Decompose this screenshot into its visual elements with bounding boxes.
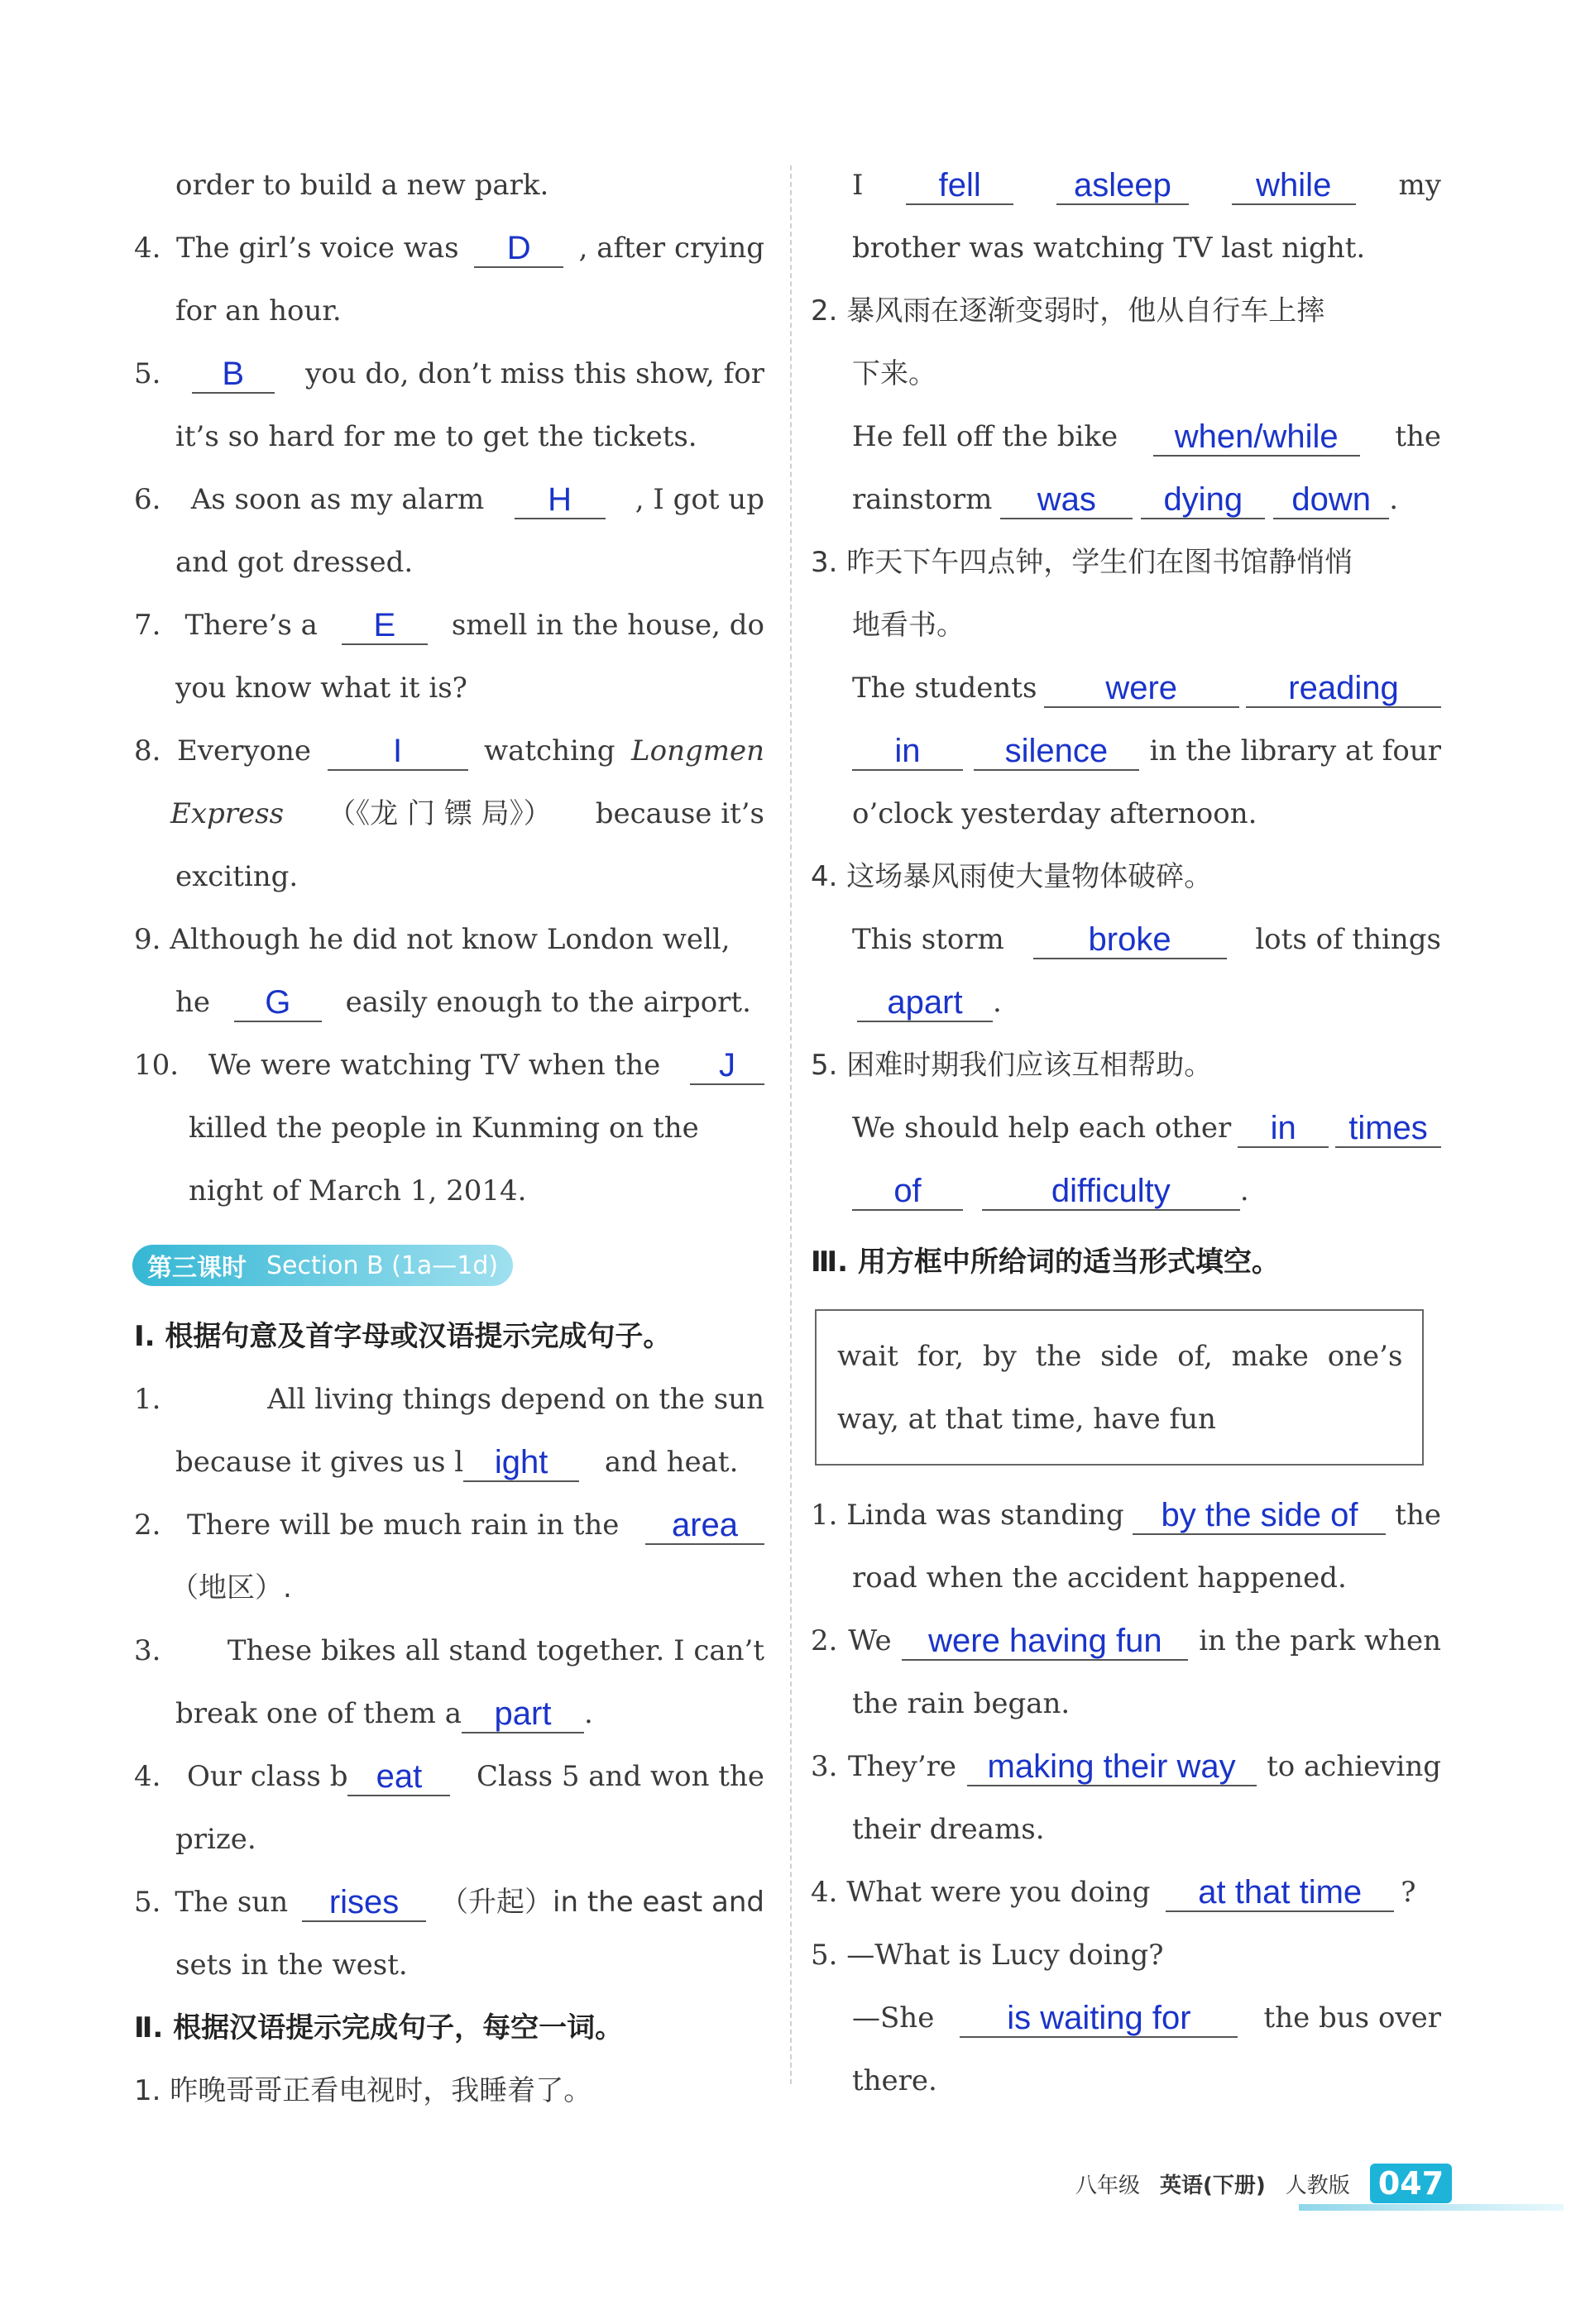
s2q4-blank-1[interactable]: [1033, 921, 1227, 959]
s2q5-answer-1: in: [1270, 1110, 1296, 1146]
s2q2-continuation: [852, 480, 1398, 519]
s2q1-pre: I: [852, 169, 864, 202]
text: 下来。: [852, 357, 936, 390]
s2q3-pre: The students: [852, 672, 1037, 705]
s2q3-blank-4[interactable]: [974, 733, 1139, 771]
s1-question-4: [134, 1757, 764, 1796]
text: it’s so hard for me to get the tickets.: [175, 420, 697, 453]
text: Ⅰ. 根据句意及首字母或汉语提示完成句子。: [134, 1320, 672, 1353]
q9-pre: Although he did not know London well,: [170, 923, 730, 956]
q8-continuation-2: [175, 857, 298, 897]
s1-question-2: [134, 1505, 764, 1545]
s2q2-blank-4[interactable]: [1273, 481, 1389, 519]
s2q2-blank-3[interactable]: [1141, 481, 1265, 519]
text: road when the accident happened.: [852, 1561, 1347, 1595]
q9-cont-pre: he: [175, 986, 211, 1019]
footer-grade: 八年级: [1075, 2173, 1141, 2198]
s2q3-num: 3.: [811, 546, 838, 579]
s1q1-num: 1.: [134, 1383, 161, 1416]
s2q1-continuation: [852, 228, 1365, 268]
text: you know what it is?: [175, 672, 467, 705]
s2q2-zh: 暴风雨在逐渐变弱时，他从自行车上摔: [846, 294, 1325, 328]
s3q1-answer: by the side of: [1161, 1497, 1358, 1533]
s3q4-pre: What were you doing: [846, 1876, 1151, 1909]
s2q3-blank-3[interactable]: [852, 733, 963, 771]
s2q5-cont-post: .: [1239, 1174, 1249, 1207]
word-box-line-2: [837, 1399, 1216, 1439]
q5-num: 5.: [134, 357, 161, 390]
text: killed the people in Kunming on the: [189, 1112, 699, 1145]
q4-blank[interactable]: [474, 230, 563, 268]
text: o’clock yesterday afternoon.: [852, 797, 1257, 830]
s3q5-num: 5.: [811, 1939, 838, 1972]
s2q2-cont-pre: rainstorm: [852, 483, 993, 516]
s2q1-blank-3[interactable]: [1232, 167, 1356, 205]
text: way, at that time, have fun: [837, 1403, 1216, 1436]
s2q2-answer-line: [852, 417, 1441, 457]
column-divider: [790, 165, 792, 2084]
q5-continuation: [175, 417, 697, 457]
s1-question-1: [134, 1380, 764, 1419]
s3q3-post: to achieving: [1267, 1750, 1441, 1783]
s3q4-num: 4.: [811, 1876, 838, 1909]
s2q3-zh: 昨天下午四点钟，学生们在图书馆静悄悄: [846, 546, 1353, 579]
text: order to build a new park.: [175, 169, 549, 202]
s2q2-num: 2.: [811, 294, 838, 328]
s3q3-pre: They’re: [847, 1750, 957, 1783]
q8-chinese-title: （《龙 门 镖 局》）: [328, 797, 552, 830]
s2q4-answer-1: broke: [1088, 921, 1171, 958]
lesson-label: 第三课时: [147, 1254, 247, 1283]
s1q1-text: All living things depend on the sun: [267, 1383, 764, 1416]
s3q3-num: 3.: [811, 1750, 838, 1783]
s3q4-post: ?: [1401, 1876, 1416, 1909]
text: their dreams.: [852, 1813, 1045, 1846]
q8-express: Express: [170, 797, 285, 830]
s2q1-answer-1: fell: [938, 167, 981, 203]
s2q2-answer-3: dying: [1163, 481, 1243, 518]
s3q3-continuation: [852, 1810, 1045, 1849]
s1q3-cont-post: .: [583, 1697, 593, 1730]
s1q2-num: 2.: [134, 1509, 161, 1542]
s3q1-num: 1.: [811, 1499, 838, 1532]
q7-num: 7.: [134, 609, 161, 642]
q10-num: 10.: [134, 1049, 180, 1082]
s1q1-cont-post: and heat.: [604, 1446, 739, 1479]
s2q1-answer-3: while: [1256, 167, 1332, 203]
s2q2-answer-1: when/while: [1174, 418, 1339, 455]
q7-blank[interactable]: [342, 607, 428, 645]
question-9: [134, 920, 730, 959]
s2q3-answer-2: reading: [1288, 670, 1399, 706]
text: exciting.: [175, 860, 299, 893]
s3q2-num: 2.: [811, 1624, 838, 1657]
s2-question-1-left: [134, 2071, 592, 2111]
s2q5-continuation: [852, 1171, 1249, 1211]
text: Ⅱ. 根据汉语提示完成句子，每空一词。: [134, 2011, 624, 2044]
s1q3-num: 3.: [134, 1634, 161, 1667]
q10-answer: J: [718, 1047, 735, 1083]
s2q3-blank-2[interactable]: [1246, 670, 1441, 708]
s3q4-blank[interactable]: [1166, 1874, 1394, 1912]
s2q3-answer-line: [852, 668, 1441, 708]
s2q4-pre: This storm: [852, 923, 1004, 956]
s1q2-answer: area: [671, 1507, 739, 1543]
q8-blank[interactable]: [328, 733, 468, 771]
s1q1-continuation: [175, 1442, 738, 1482]
s1q5-num: 5.: [134, 1886, 161, 1919]
q9-cont-post: easily enough to the airport.: [345, 986, 751, 1019]
footer-subject: 英语(下册): [1160, 2173, 1266, 2198]
q10-blank[interactable]: [690, 1047, 764, 1085]
s2-question-3-zh-2: [852, 605, 965, 645]
q10-continuation: [189, 1108, 764, 1148]
s2q5-num: 5.: [811, 1049, 838, 1082]
s2q2-blank-1[interactable]: [1153, 418, 1360, 457]
s2q5-answer-4: difficulty: [1051, 1173, 1171, 1209]
q8-post2: Longmen: [631, 734, 764, 767]
s2q3-answer-4: silence: [1004, 733, 1109, 769]
text: （地区）.: [170, 1571, 292, 1604]
s2q5-blank-3[interactable]: [852, 1173, 963, 1211]
s2q3-continuation: [852, 731, 1441, 771]
q9-answer: G: [265, 984, 291, 1021]
s2-question-2-zh: [811, 291, 1324, 331]
q8-cont-post: because it’s: [595, 797, 764, 830]
s3q2-continuation: [852, 1684, 1070, 1724]
word-box-line-1: [837, 1337, 1403, 1376]
s2q5-blank-4[interactable]: [982, 1173, 1240, 1211]
q6-continuation: [175, 543, 413, 582]
question-6: [134, 480, 764, 519]
s3-question-3: [811, 1747, 1441, 1786]
s1-question-5: [134, 1882, 764, 1922]
text: and got dressed.: [175, 546, 414, 579]
q6-blank[interactable]: [515, 481, 606, 519]
s3q3-blank[interactable]: [967, 1748, 1257, 1786]
s2q5-blank-2[interactable]: [1335, 1110, 1441, 1148]
s3-question-1: [811, 1495, 1441, 1535]
s2q1-blank-1[interactable]: [906, 167, 1013, 205]
s3-question-2: [811, 1621, 1441, 1661]
s3q1-continuation: [852, 1558, 1347, 1598]
s2q4-answer-line: [852, 920, 1441, 959]
s2q5-answer-3: of: [893, 1173, 922, 1209]
s2q3-answer-1: were: [1105, 670, 1178, 706]
s3q4-answer: at that time: [1198, 1874, 1363, 1910]
s2q1-blank-2[interactable]: [1056, 167, 1189, 205]
s2-question-5-zh: [811, 1045, 1212, 1085]
s1q1-cont-pre: because it gives us l: [175, 1446, 464, 1479]
q6-num: 6.: [134, 483, 161, 516]
q8-continuation: [170, 794, 764, 834]
question-10: [134, 1045, 764, 1085]
s2q2-pre: He fell off the bike: [852, 420, 1118, 453]
s1q3-answer: part: [494, 1695, 552, 1732]
s3q1-pre: Linda was standing: [846, 1499, 1124, 1532]
section-1-title: [134, 1317, 671, 1356]
s3q5-answer: is waiting for: [1007, 2000, 1191, 2036]
s1q1-blank[interactable]: [463, 1444, 579, 1482]
s1q4-answer: eat: [376, 1758, 423, 1795]
question-8: [134, 731, 764, 771]
s2q4-blank-2[interactable]: [857, 984, 993, 1022]
s1q5-continuation: [175, 1945, 408, 1985]
s1q4-num: 4.: [134, 1760, 161, 1793]
q8-pre: Everyone: [176, 734, 312, 767]
footer-bar: [1299, 2204, 1564, 2211]
section-2-title: [134, 2008, 623, 2048]
s2q2-cont-post: .: [1389, 483, 1398, 516]
s1q1-answer: ight: [494, 1444, 548, 1480]
s3q2-post: in the park when: [1199, 1624, 1441, 1657]
s1q4-post: Class 5 and won the: [476, 1760, 764, 1793]
s2q5-answer-line: [852, 1108, 1441, 1148]
s2q4-zh: 这场暴风雨使大量物体破碎。: [846, 860, 1213, 893]
q9-continuation: [175, 983, 751, 1022]
page-number: 047: [1370, 2164, 1452, 2203]
s1q2-pre: There will be much rain in the: [187, 1509, 620, 1542]
s1q3-text: These bikes all stand together. I can’t: [227, 1634, 764, 1667]
q8-post1: watching: [484, 734, 615, 767]
lesson-badge: [132, 1245, 513, 1286]
text: there.: [852, 2064, 937, 2097]
q6-post: , I got up: [635, 483, 764, 516]
s1q4-pre: Our class b: [186, 1760, 348, 1793]
s1q5-pre: The sun: [175, 1886, 289, 1919]
q7-pre: There’s a: [184, 609, 318, 642]
s2q1-num: 1.: [134, 2074, 161, 2107]
s3q5-cont-post: the bus over: [1263, 2001, 1441, 2035]
q9-num: 9.: [134, 923, 161, 956]
q6-answer: H: [548, 481, 572, 518]
s2q5-zh: 困难时期我们应该互相帮助。: [846, 1049, 1213, 1082]
s1q3-blank[interactable]: [462, 1695, 584, 1733]
s2q1-post: my: [1398, 169, 1441, 202]
s2q4-num: 4.: [811, 860, 838, 893]
s1q3-cont-pre: break one of them a: [175, 1697, 462, 1730]
q5-blank[interactable]: [192, 356, 275, 394]
s1-question-3: [134, 1631, 764, 1671]
word-box: [815, 1309, 1424, 1466]
q7-answer: E: [373, 607, 396, 643]
q4-continuation: [175, 291, 342, 331]
s2q5-blank-1[interactable]: [1238, 1110, 1329, 1148]
question-4: [134, 228, 764, 268]
q4-num: 4.: [134, 232, 161, 265]
s3q5-pre: —What is Lucy doing?: [846, 1939, 1164, 1972]
s2q2-blank-2[interactable]: [1000, 481, 1133, 519]
s1q5-answer: rises: [328, 1884, 400, 1920]
text: the rain began.: [852, 1687, 1071, 1720]
s2q3-answer-3: in: [894, 733, 921, 769]
q9-blank[interactable]: [234, 984, 322, 1022]
s3q5-cont-pre: —She: [852, 2001, 935, 2035]
q7-continuation: [175, 668, 467, 708]
q4-pre: The girl’s voice was: [175, 232, 459, 265]
s1q2-continuation: [170, 1568, 292, 1608]
text: sets in the west.: [175, 1949, 408, 1982]
q7-post: smell in the house, do: [451, 609, 764, 642]
text: 地看书。: [852, 609, 965, 642]
text: night of March 1, 2014.: [189, 1174, 527, 1207]
s3q2-answer: were having fun: [928, 1623, 1162, 1659]
q4-post: , after crying: [578, 232, 764, 265]
q5-post: you do, don’t miss this show, for: [305, 357, 764, 390]
s2q1-zh: 昨晚哥哥正看电视时，我睡着了。: [170, 2074, 592, 2107]
s3q1-post: the: [1395, 1499, 1441, 1532]
s3q1-blank[interactable]: [1133, 1497, 1386, 1535]
s2-question-2-zh-2: [852, 354, 936, 394]
section-3-title: [811, 1242, 1280, 1282]
text: Ⅲ. 用方框中所给词的适当形式填空。: [811, 1246, 1280, 1279]
s3q5-continuation-2: [852, 2061, 937, 2101]
s3q2-pre: We: [848, 1624, 892, 1657]
s3q2-blank[interactable]: [902, 1623, 1188, 1661]
s1q5-blank[interactable]: [302, 1884, 426, 1922]
s1q3-continuation: [175, 1694, 593, 1733]
page-footer: [1075, 2159, 1472, 2208]
q3-continuation: [175, 165, 548, 205]
s2q2-answer-2: was: [1037, 481, 1096, 518]
q8-answer: I: [392, 733, 403, 769]
s2q4-cont-post: .: [993, 986, 1002, 1019]
question-5: [134, 354, 764, 394]
s1q4-continuation: [175, 1820, 256, 1859]
s2q2-answer-4: down: [1291, 481, 1371, 518]
text: brother was watching TV last night.: [852, 232, 1366, 265]
q10-continuation-2: [189, 1171, 526, 1211]
q8-num: 8.: [134, 734, 161, 767]
s2q3-post: in the library at four: [1149, 734, 1441, 767]
s2q4-continuation: [857, 983, 1002, 1022]
s2q2-post: the: [1395, 420, 1441, 453]
s2q1-answer-2: asleep: [1074, 167, 1171, 203]
s2-question-4-zh: [811, 857, 1212, 897]
s2q5-pre: We should help each other: [852, 1112, 1232, 1145]
s3q5-continuation: [852, 1998, 1441, 2038]
question-7: [134, 605, 764, 645]
text: for an hour.: [175, 294, 342, 328]
section-label: Section B (1a—1d): [266, 1250, 499, 1280]
footer-edition: 人教版: [1285, 2173, 1350, 2198]
text: wait for, by the side of, make one’s: [837, 1340, 1403, 1373]
s3-question-5: [811, 1935, 1164, 1975]
s2q5-answer-2: times: [1348, 1110, 1428, 1146]
q5-answer: B: [222, 356, 245, 392]
s3q5-blank[interactable]: [960, 2000, 1238, 2038]
s2-question-3-zh: [811, 543, 1353, 582]
s1q4-blank[interactable]: [347, 1758, 450, 1796]
s3q3-answer: making their way: [987, 1748, 1236, 1785]
text: prize.: [175, 1823, 256, 1856]
s2q1-answer-line: [852, 165, 1441, 205]
s3-question-4: [811, 1872, 1415, 1912]
q4-answer: D: [506, 230, 531, 266]
s1q2-blank[interactable]: [645, 1507, 764, 1545]
q6-pre: As soon as my alarm: [190, 483, 485, 516]
s2q3-continuation-2: [852, 794, 1257, 834]
s2q4-answer-2: apart: [887, 984, 963, 1021]
s2q3-blank-1[interactable]: [1044, 670, 1239, 708]
q10-pre: We were watching TV when the: [208, 1049, 661, 1082]
s2q4-post: lots of things: [1255, 923, 1441, 956]
s1q5-post: （升起）in the east and: [440, 1886, 764, 1919]
